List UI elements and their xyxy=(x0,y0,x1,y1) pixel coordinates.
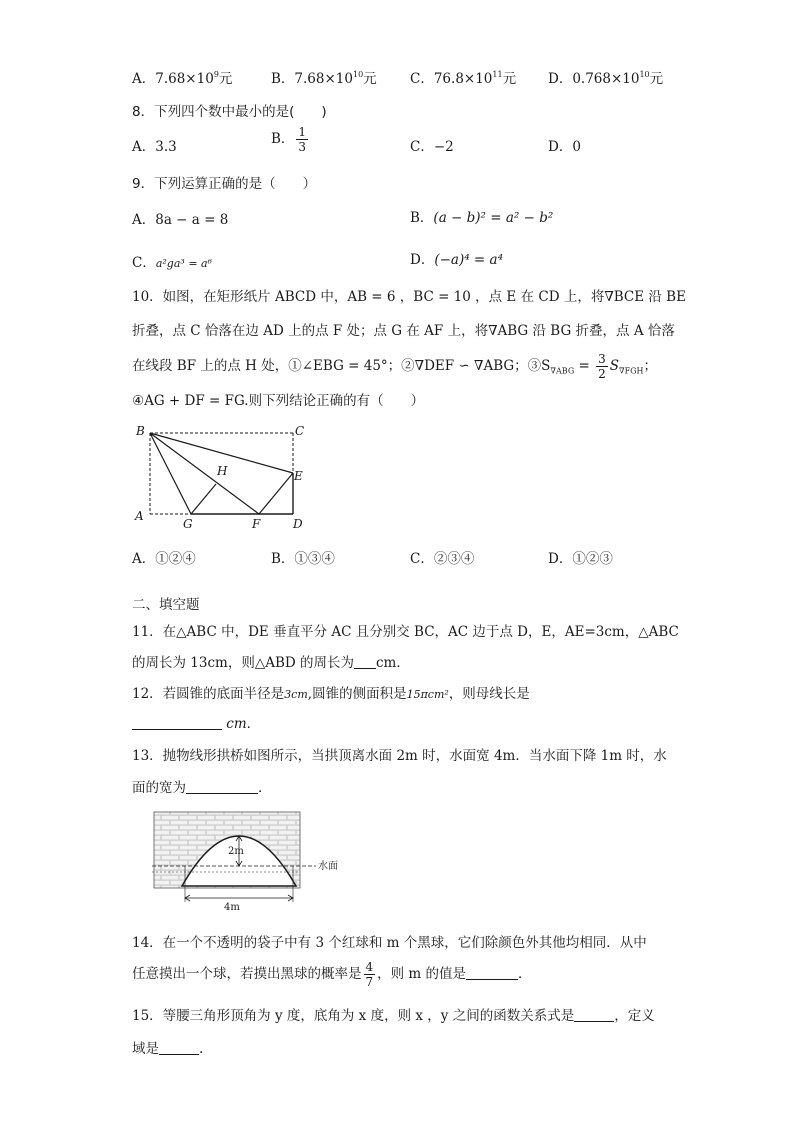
q7-option-a: A．$7.68\times 10^9$元 xyxy=(132,70,233,87)
q14-line-2: 任意摸出一个球，若摸出黑球的概率是 $\frac{4}{7}$ ，则 m 的值是 ． xyxy=(132,960,532,989)
answer-blank xyxy=(354,655,376,670)
answer-blank xyxy=(574,1008,614,1023)
edge-bf xyxy=(150,433,259,514)
q10-option-c: C．②③④ xyxy=(410,551,475,567)
edge-fe xyxy=(259,473,293,514)
label-c: C xyxy=(295,424,305,438)
label-d: D xyxy=(293,517,303,531)
label-e: E xyxy=(294,469,303,483)
q13-bridge-figure xyxy=(152,810,358,915)
q10-diagram xyxy=(128,420,318,532)
q10-line-1: 10．如图，在矩形纸片 ABCD 中，AB = 6 ，BC = 10 ，点 E 在 CD 上，将∇BCE 沿 BE xyxy=(132,289,686,305)
section-title: 二、填空题 xyxy=(132,597,200,613)
q10-option-a: A．①②④ xyxy=(132,551,196,567)
fraction: $\frac{1}{3}$ xyxy=(298,125,307,154)
q8-option-a: A．3.3 xyxy=(132,139,177,155)
q10-line-3: 在线段 BF 上的点 H 处，①∠EBG = 45°；②∇DEF ∽ ∇ABG；$③S_{\nabla ABG}$ = $\frac{3}{2}$ $S_{\nabla FGH}$； xyxy=(132,352,658,381)
q9-option-d: D．(−a)⁴ = a⁴ xyxy=(410,252,503,268)
q11-line-1: 11．在△ABC 中，DE 垂直平分 AC 且分别交 BC，AC 边于点 D，E，AE=3cm，△ABC xyxy=(132,624,679,640)
q15-line-1: 15．等腰三角形顶角为 y 度，底角为 x 度，则 x ，y 之间的函数关系式是 ，定义 xyxy=(132,1008,655,1024)
q7-option-b: B．$7.68\times 10^{10}$元 xyxy=(271,70,377,87)
water-label: 水面 xyxy=(318,861,338,872)
q7-option-d: D．$0.768\times 10^{10}$元 xyxy=(548,70,664,87)
q9-option-a: A．8a − a = 8 xyxy=(132,212,229,228)
q7-option-c: C．$76.8\times 10^{11}$元 xyxy=(410,70,517,87)
q10-option-b: B．①③④ xyxy=(271,551,335,567)
label-h: H xyxy=(217,464,228,478)
q8-option-b: B． $\frac{1}{3}$ xyxy=(271,125,307,154)
q13-line-2: 面的宽为 ． xyxy=(132,780,272,796)
height-label: 2m xyxy=(228,846,244,857)
answer-blank xyxy=(466,966,518,981)
answer-blank xyxy=(186,780,258,795)
q15-line-2: 域是 . xyxy=(132,1041,204,1057)
q10-line-2: 折叠，点 C 恰落在边 AD 上的点 F 处；点 G 在 AF 上，将∇ABG 沿 BG 折叠，点 A 恰落 xyxy=(132,323,675,339)
edge-gh xyxy=(191,484,216,514)
q9-stem: 9．下列运算正确的是（ ） xyxy=(132,176,317,192)
q10-line-4: ④AG + DF = FG.则下列结论正确的有（ ） xyxy=(132,393,425,409)
q12-line-2: cm． xyxy=(132,712,260,732)
answer-blank xyxy=(132,716,222,731)
answer-blank xyxy=(159,1041,199,1056)
width-label: 4m xyxy=(224,902,240,913)
q10-option-d: D．①②③ xyxy=(548,551,613,567)
q8-option-d: D．0 xyxy=(548,139,581,155)
q11-line-2: 的周长为 13cm，则△ABD 的周长为 cm． xyxy=(132,655,410,671)
q13-line-1: 13．抛物线形拱桥如图所示，当拱顶离水面 2m 时，水面宽 4m．当水面下降 1m 时，水 xyxy=(132,748,667,764)
label-g: G xyxy=(183,517,193,531)
q9-option-c: C．a²ga³ = a⁶ xyxy=(132,255,212,271)
q14-line-1: 14．在一个不透明的袋子中有 3 个红球和 m 个黑球，它们除颜色外其他均相同．从中 xyxy=(132,935,647,951)
q12-line-1: 12．若圆锥的底面半径是3cm,圆锥的侧面积是15πcm²，则母线长是 xyxy=(132,686,530,702)
label-a: A xyxy=(135,509,144,523)
label-b: B xyxy=(136,424,145,438)
label-f: F xyxy=(252,517,261,531)
edge-bg xyxy=(150,433,191,514)
q9-option-b: B．(a − b)² = a² − b² xyxy=(410,210,554,226)
q8-stem: 8．下列四个数中最小的是( ) xyxy=(132,104,327,120)
q8-option-c: C．−2 xyxy=(410,139,454,155)
